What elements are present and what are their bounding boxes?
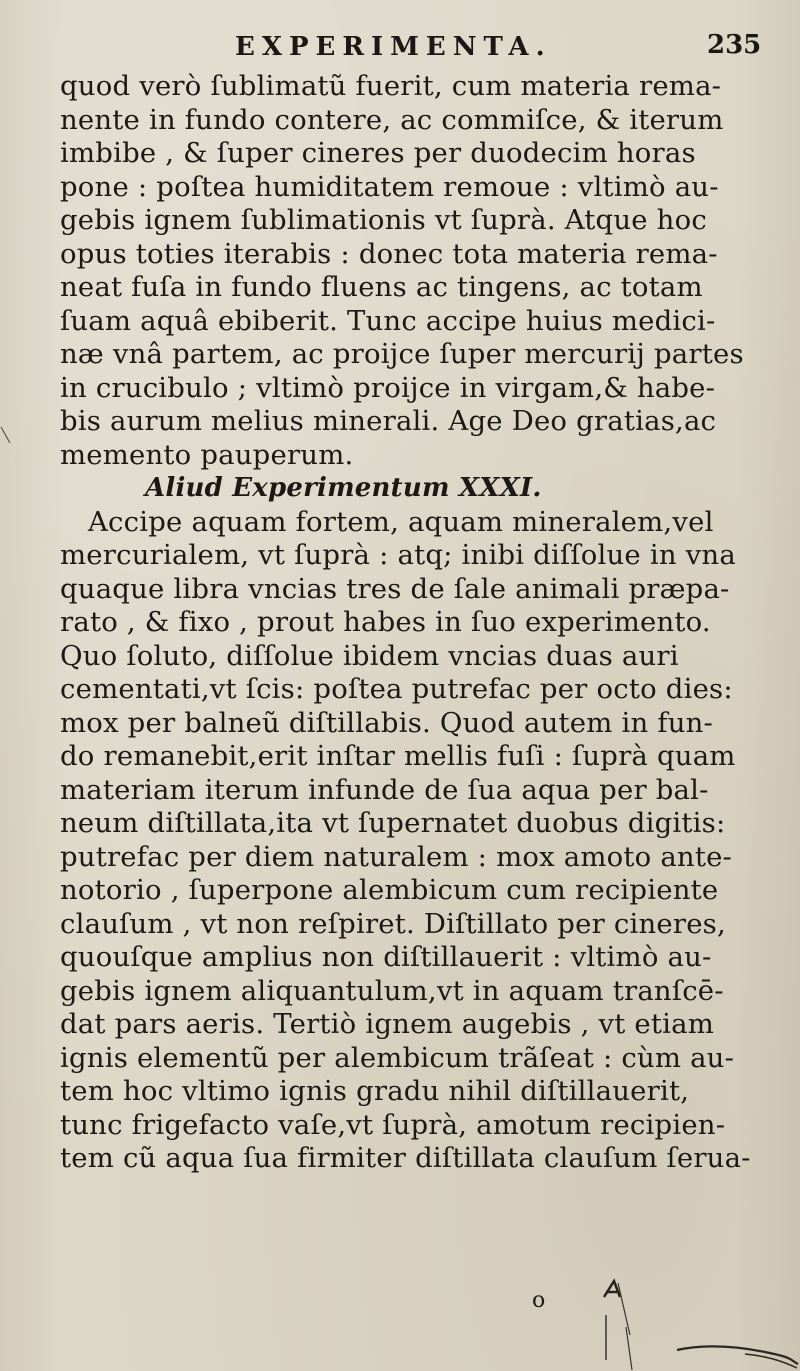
text-line: pone : poſtea humiditatem remoue : vltimò au- — [60, 170, 719, 203]
text-line: quaque libra vncias tres de ſale animali præpa- — [60, 572, 730, 605]
page-header — [0, 32, 800, 72]
text-line: nente in fundo contere, ac commiſce, & iterum — [60, 103, 724, 136]
text-line: opus toties iterabis : donec tota materia rema- — [60, 237, 718, 270]
text-line: Accipe aquam fortem, aquam mineralem,vel — [88, 505, 714, 538]
text-line: quouſque amplius non diſtillauerit : vltimò au- — [60, 941, 712, 973]
text-line: mox per balneũ diſtillabis. Quod autem in fun- — [60, 706, 714, 739]
text-line: neat fuſa in fundo fluens ac tingens, ac totam — [60, 271, 703, 303]
text-line: dat pars aeris. Tertiò ignem augebis , vt etiam — [60, 1008, 715, 1040]
text-line: tem cũ aqua ſua firmiter diſtillata clauſum ſerua- — [60, 1142, 751, 1174]
text-line: bis aurum melius minerali. Age Deo gratias,ac — [60, 405, 717, 437]
text-line: Quo ſoluto, diſſolue ibidem vncias duas auri — [60, 639, 679, 672]
text-line: tunc frigefacto vaſe,vt ſuprà, amotum recipien- — [60, 1108, 726, 1141]
text-line: notorio , ſuperpone alembicum cum recipiente — [60, 874, 719, 906]
text-line: ignis elementũ per alembicum trãſeat : cùm au- — [60, 1041, 735, 1074]
text-line: imbibe , & ſuper cineres per duodecim horas — [60, 137, 696, 169]
text-line: quod verò ſublimatũ fuerit, cum materia rema- — [60, 70, 722, 102]
text-line: memento pauperum. — [60, 438, 354, 471]
text-line: in crucibulo ; vltimò proijce in virgam,& habe- — [60, 371, 716, 404]
margin-mark-icon — [0, 425, 12, 445]
text-line: clauſum , vt non reſpiret. Diſtillato per cineres, — [60, 907, 726, 940]
text-line: neum diſtillata,ita vt ſupernatet duobus digitis: — [60, 807, 726, 839]
ink-smudge-icon — [675, 1330, 800, 1371]
page-number: 235 — [707, 30, 762, 60]
text-line: mercurialem, vt ſuprà : atq; inibi diſſolue in vna — [60, 539, 736, 571]
body-text — [60, 70, 760, 1176]
running-head: EXPERIMENTA. — [235, 32, 552, 62]
text-line: cementati,vt ſcis: poſtea putrefac per octo dies: — [60, 673, 733, 705]
section-heading: Aliud Experimentum XXXI. — [145, 473, 542, 503]
text-line: materiam iterum infunde de ſua aqua per bal- — [60, 773, 709, 806]
signature-mark-icon — [596, 1275, 636, 1370]
text-line: rato , & fixo , prout habes in ſuo experimento. — [60, 606, 711, 638]
catchword: o — [532, 1288, 546, 1313]
text-line: ſuam aquâ ebiberit. Tunc accipe huius medici- — [60, 304, 716, 337]
text-line: tem hoc vltimo ignis gradu nihil diſtillauerit, — [60, 1075, 690, 1107]
text-line: gebis ignem ſublimationis vt ſuprà. Atque hoc — [60, 204, 707, 236]
text-line: putrefac per diem naturalem : mox amoto ante- — [60, 840, 733, 873]
text-line: næ vnâ partem, ac proijce ſuper mercurij partes — [60, 338, 744, 370]
text-line: gebis ignem aliquantulum,vt in aquam tranſcē- — [60, 974, 724, 1007]
text-line: do remanebit,erit inſtar mellis fuſi : ſuprà quam — [60, 740, 736, 772]
